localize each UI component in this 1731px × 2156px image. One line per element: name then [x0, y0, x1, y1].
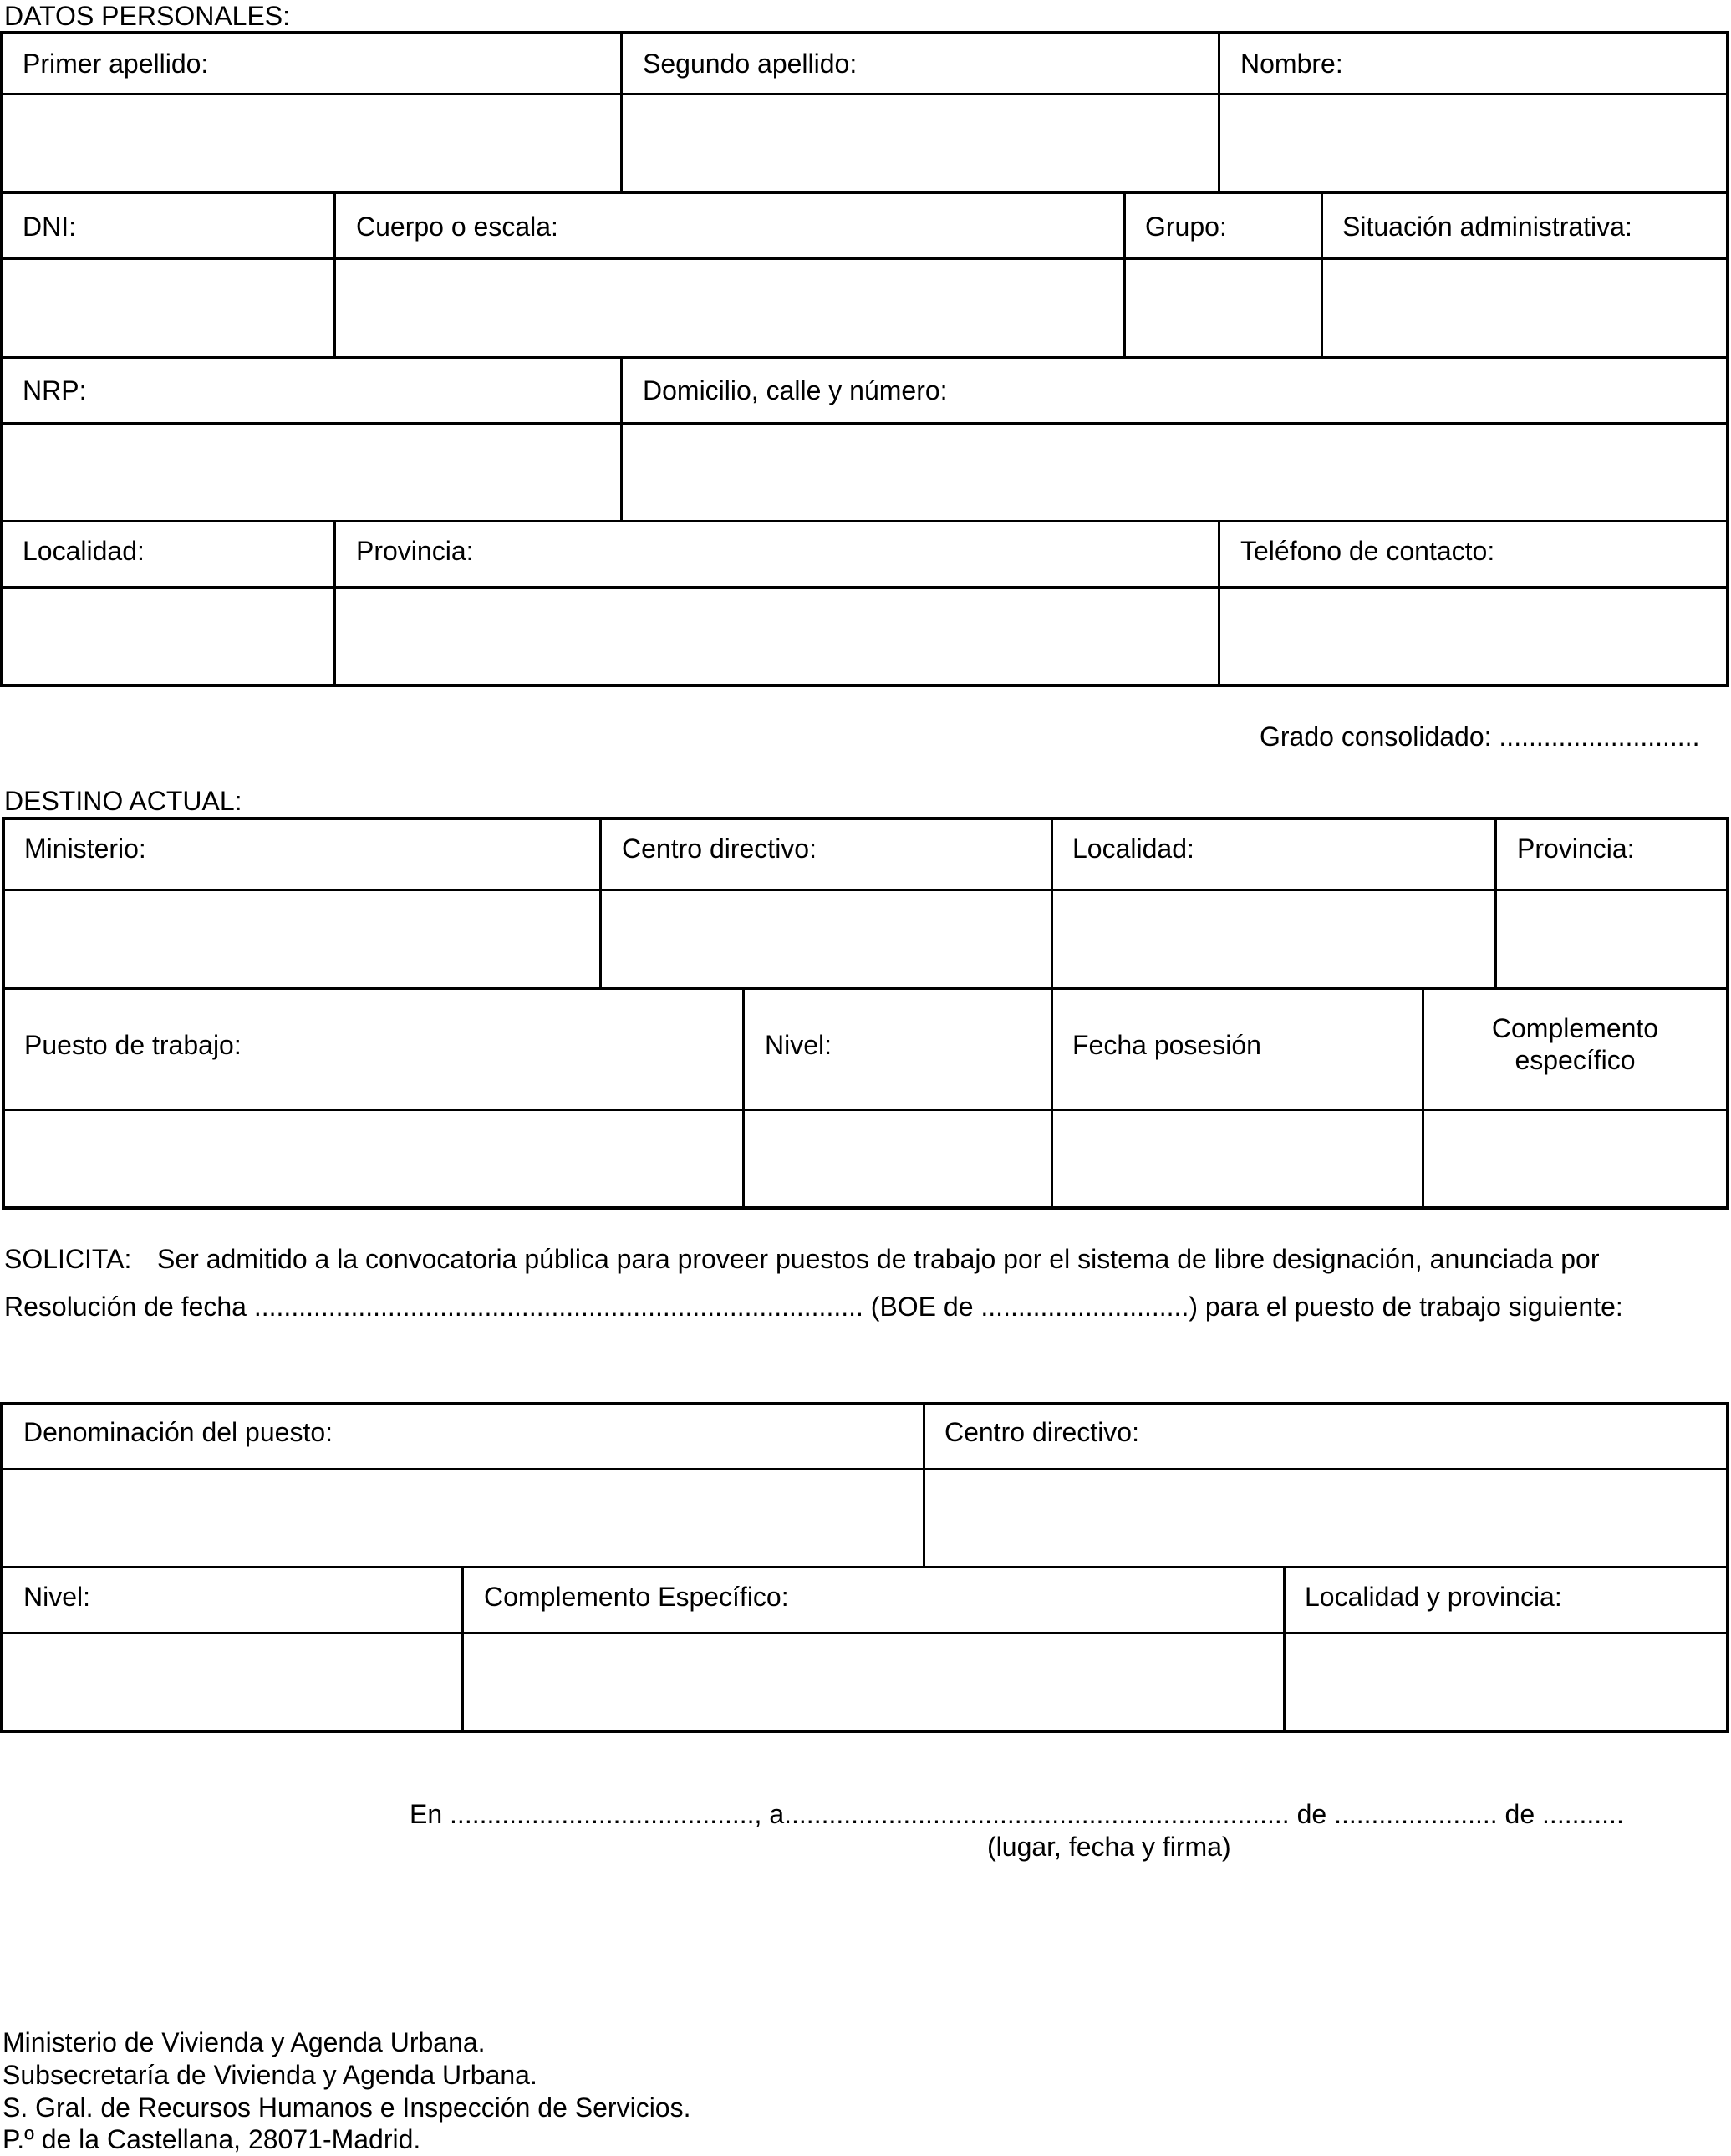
- label-primer-apellido: Primer apellido:: [23, 48, 209, 79]
- label-grupo: Grupo:: [1145, 212, 1227, 242]
- field-nivel-solicitado[interactable]: [3, 1634, 461, 1730]
- label-complemento-especifico-actual: [1424, 1012, 1726, 1076]
- label-cuerpo-escala: Cuerpo o escala:: [356, 212, 558, 242]
- field-puesto-trabajo[interactable]: [5, 1111, 742, 1206]
- label-complemento-especifico-solicitado: Complemento Específico:: [484, 1582, 789, 1612]
- field-localidad-provincia[interactable]: [1286, 1634, 1726, 1730]
- label-localidad: Localidad:: [23, 536, 145, 566]
- field-provincia[interactable]: [336, 589, 1218, 684]
- field-nivel-actual[interactable]: [745, 1111, 1051, 1206]
- firma-line: En ........................................., a.................................................................... de ...................... de ...........: [410, 1799, 1624, 1829]
- field-nrp[interactable]: [3, 425, 620, 520]
- field-primer-apellido[interactable]: [3, 95, 620, 191]
- label-complemento-line1: Complemento: [1491, 1013, 1659, 1043]
- firma-caption: (lugar, fecha y firma): [987, 1832, 1231, 1862]
- field-segundo-apellido[interactable]: [623, 95, 1218, 191]
- label-complemento-line2: específico: [1515, 1045, 1636, 1075]
- footer-line-subsecretaria: Subsecretaría de Vivienda y Agenda Urbana.: [3, 2060, 537, 2090]
- solicita-line1: Ser admitido a la convocatoria pública para proveer puestos de trabajo por el sistema de libre designación, anunciada por: [157, 1244, 1600, 1274]
- field-localidad-actual[interactable]: [1053, 891, 1494, 987]
- field-grupo[interactable]: [1126, 260, 1321, 356]
- label-fecha-posesion: Fecha posesión: [1072, 1030, 1261, 1060]
- field-telefono-contacto[interactable]: [1220, 589, 1726, 684]
- label-nrp: NRP:: [23, 375, 87, 405]
- label-provincia: Provincia:: [356, 536, 474, 566]
- grado-consolidado: Grado consolidado: ...........................: [1260, 721, 1700, 752]
- section-title-destino-actual: DESTINO ACTUAL:: [4, 786, 242, 816]
- field-dni[interactable]: [3, 260, 333, 356]
- label-situacion-administrativa: Situación administrativa:: [1342, 212, 1632, 242]
- footer-line-direccion: P.º de la Castellana, 28071-Madrid.: [3, 2124, 421, 2154]
- label-denominacion-puesto: Denominación del puesto:: [23, 1417, 333, 1447]
- field-centro-directivo-solicitado[interactable]: [925, 1470, 1726, 1566]
- field-denominacion-puesto[interactable]: [3, 1470, 923, 1566]
- label-nivel-solicitado: Nivel:: [23, 1582, 91, 1612]
- field-nombre[interactable]: [1220, 95, 1726, 191]
- solicita-line2: Resolución de fecha .................................................................................. (BOE de ............................) para el puesto de trabajo siguiente:: [4, 1292, 1623, 1322]
- section-title-datos-personales: DATOS PERSONALES:: [4, 1, 291, 31]
- field-complemento-especifico-actual[interactable]: [1424, 1111, 1726, 1206]
- label-nombre: Nombre:: [1240, 48, 1343, 79]
- field-provincia-actual[interactable]: [1497, 891, 1726, 987]
- label-centro-directivo-solicitado: Centro directivo:: [944, 1417, 1139, 1447]
- label-domicilio: Domicilio, calle y número:: [643, 375, 948, 405]
- solicita-label: SOLICITA:: [4, 1244, 132, 1274]
- label-dni: DNI:: [23, 212, 76, 242]
- label-localidad-provincia: Localidad y provincia:: [1305, 1582, 1562, 1612]
- label-ministerio: Ministerio:: [24, 833, 146, 864]
- field-situacion-administrativa[interactable]: [1323, 260, 1726, 356]
- label-localidad-actual: Localidad:: [1072, 833, 1194, 864]
- footer-line-sgral: S. Gral. de Recursos Humanos e Inspección de Servicios.: [3, 2092, 691, 2123]
- label-nivel-actual: Nivel:: [765, 1030, 832, 1060]
- field-domicilio[interactable]: [623, 425, 1726, 520]
- label-puesto-trabajo: Puesto de trabajo:: [24, 1030, 242, 1060]
- field-ministerio[interactable]: [5, 891, 599, 987]
- field-localidad[interactable]: [3, 589, 333, 684]
- label-telefono-contacto: Teléfono de contacto:: [1240, 536, 1495, 566]
- field-cuerpo-escala[interactable]: [336, 260, 1123, 356]
- field-centro-directivo-actual[interactable]: [602, 891, 1051, 987]
- label-provincia-actual: Provincia:: [1517, 833, 1635, 864]
- label-centro-directivo-actual: Centro directivo:: [622, 833, 817, 864]
- field-fecha-posesion[interactable]: [1053, 1111, 1422, 1206]
- label-segundo-apellido: Segundo apellido:: [643, 48, 858, 79]
- footer-line-ministerio: Ministerio de Vivienda y Agenda Urbana.: [3, 2027, 486, 2057]
- field-complemento-especifico-solicitado[interactable]: [464, 1634, 1283, 1730]
